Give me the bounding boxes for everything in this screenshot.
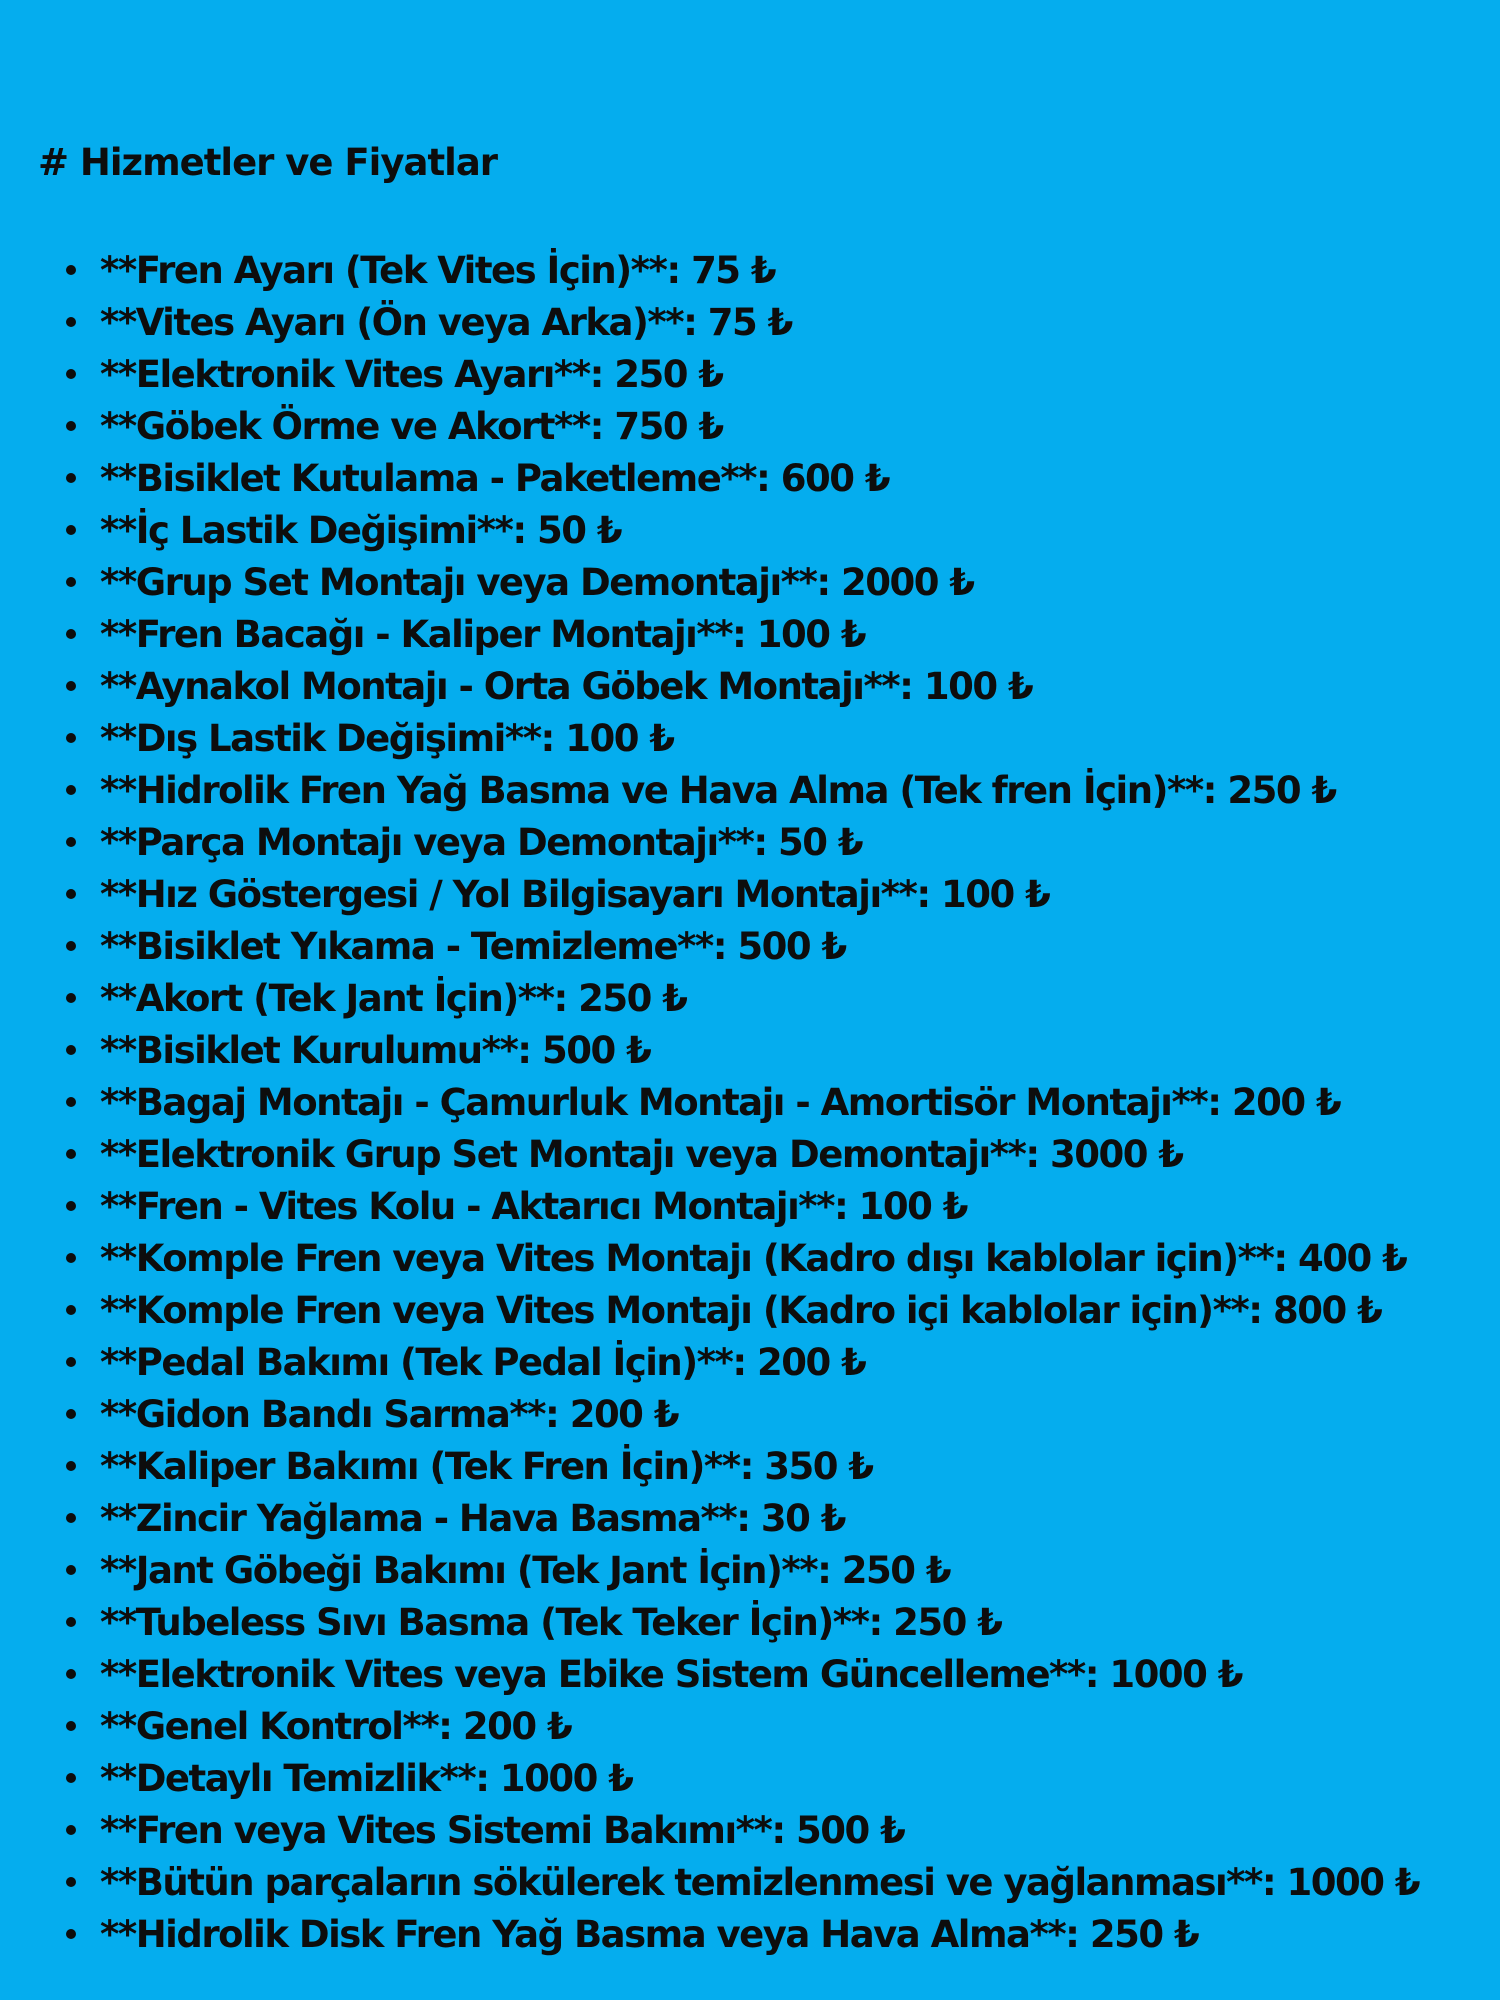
service-price-text: **Vites Ayarı (Ön veya Arka)**: 75 ₺ (100, 300, 792, 344)
service-price-text: **Kaliper Bakımı (Tek Fren İçin)**: 350 ₺ (100, 1444, 873, 1488)
service-price-text: **Zincir Yağlama - Hava Basma**: 30 ₺ (100, 1496, 846, 1540)
list-item (66, 1440, 1419, 1492)
bullet-icon (66, 733, 76, 743)
service-price-text: **Bisiklet Kurulumu**: 500 ₺ (100, 1028, 651, 1072)
service-price-text: **Fren veya Vites Sistemi Bakımı**: 500 ₺ (100, 1808, 905, 1852)
list-item (66, 1284, 1419, 1336)
bullet-icon (66, 1773, 76, 1783)
list-item (66, 504, 1419, 556)
list-item (66, 920, 1419, 972)
bullet-icon (66, 941, 76, 951)
service-price-text: **Bagaj Montajı - Çamurluk Montajı - Amortisör Montajı**: 200 ₺ (100, 1080, 1341, 1124)
bullet-icon (66, 1357, 76, 1367)
bullet-icon (66, 993, 76, 1003)
bullet-icon (66, 473, 76, 483)
service-price-text: **Grup Set Montajı veya Demontajı**: 2000 ₺ (100, 560, 974, 604)
list-item (66, 712, 1419, 764)
service-price-text: **Fren - Vites Kolu - Aktarıcı Montajı**: 100 ₺ (100, 1184, 968, 1228)
service-price-text: **Genel Kontrol**: 200 ₺ (100, 1704, 572, 1748)
bullet-icon (66, 1409, 76, 1419)
bullet-icon (66, 421, 76, 431)
list-item (66, 1544, 1419, 1596)
list-item (66, 660, 1419, 712)
bullet-icon (66, 1669, 76, 1679)
bullet-icon (66, 1513, 76, 1523)
service-price-text: **Elektronik Vites Ayarı**: 250 ₺ (100, 352, 723, 396)
service-price-text: **Tubeless Sıvı Basma (Tek Teker İçin)**: 250 ₺ (100, 1600, 1002, 1644)
list-item (66, 1336, 1419, 1388)
list-item (66, 1804, 1419, 1856)
service-price-text: **Elektronik Grup Set Montajı veya Demontajı**: 3000 ₺ (100, 1132, 1183, 1176)
bullet-icon (66, 1149, 76, 1159)
list-item (66, 1232, 1419, 1284)
list-item (66, 1128, 1419, 1180)
service-price-text: **Hidrolik Fren Yağ Basma ve Hava Alma (Tek fren İçin)**: 250 ₺ (100, 768, 1336, 812)
service-price-text: **Fren Ayarı (Tek Vites İçin)**: 75 ₺ (100, 248, 776, 292)
service-price-list (66, 244, 1419, 1960)
list-item (66, 1388, 1419, 1440)
service-price-text: **Pedal Bakımı (Tek Pedal İçin)**: 200 ₺ (100, 1340, 866, 1384)
bullet-icon (66, 577, 76, 587)
service-price-text: **Dış Lastik Değişimi**: 100 ₺ (100, 716, 674, 760)
service-price-text: **Elektronik Vites veya Ebike Sistem Güncelleme**: 1000 ₺ (100, 1652, 1243, 1696)
list-item (66, 452, 1419, 504)
bullet-icon (66, 1877, 76, 1887)
service-price-text: **Göbek Örme ve Akort**: 750 ₺ (100, 404, 723, 448)
service-price-text: **Hidrolik Disk Fren Yağ Basma veya Hava Alma**: 250 ₺ (100, 1912, 1199, 1956)
list-item (66, 868, 1419, 920)
bullet-icon (66, 1825, 76, 1835)
service-price-text: **Bisiklet Kutulama - Paketleme**: 600 ₺ (100, 456, 890, 500)
list-item (66, 1024, 1419, 1076)
list-item (66, 1908, 1419, 1960)
list-item (66, 1180, 1419, 1232)
service-price-text: **Komple Fren veya Vites Montajı (Kadro içi kablolar için)**: 800 ₺ (100, 1288, 1382, 1332)
bullet-icon (66, 889, 76, 899)
bullet-icon (66, 681, 76, 691)
list-item (66, 608, 1419, 660)
list-item (66, 764, 1419, 816)
service-price-text: **Jant Göbeği Bakımı (Tek Jant İçin)**: 250 ₺ (100, 1548, 951, 1592)
bullet-icon (66, 1097, 76, 1107)
list-item (66, 1700, 1419, 1752)
bullet-icon (66, 1721, 76, 1731)
page-title: # Hizmetler ve Fiyatlar (38, 141, 498, 184)
list-item (66, 972, 1419, 1024)
service-price-text: **Hız Göstergesi / Yol Bilgisayarı Montajı**: 100 ₺ (100, 872, 1050, 916)
list-item (66, 296, 1419, 348)
list-item (66, 1076, 1419, 1128)
list-item (66, 556, 1419, 608)
list-item (66, 1752, 1419, 1804)
service-price-text: **Komple Fren veya Vites Montajı (Kadro dışı kablolar için)**: 400 ₺ (100, 1236, 1407, 1280)
bullet-icon (66, 1253, 76, 1263)
list-item (66, 348, 1419, 400)
list-item (66, 1856, 1419, 1908)
list-item (66, 244, 1419, 296)
bullet-icon (66, 1565, 76, 1575)
service-price-text: **Fren Bacağı - Kaliper Montajı**: 100 ₺ (100, 612, 866, 656)
bullet-icon (66, 837, 76, 847)
list-item (66, 816, 1419, 868)
service-price-text: **Parça Montajı veya Demontajı**: 50 ₺ (100, 820, 863, 864)
bullet-icon (66, 1045, 76, 1055)
bullet-icon (66, 369, 76, 379)
bullet-icon (66, 1929, 76, 1939)
list-item (66, 400, 1419, 452)
service-price-text: **Gidon Bandı Sarma**: 200 ₺ (100, 1392, 679, 1436)
service-price-text: **Bütün parçaların sökülerek temizlenmesi ve yağlanması**: 1000 ₺ (100, 1860, 1420, 1904)
bullet-icon (66, 1461, 76, 1471)
service-price-text: **İç Lastik Değişimi**: 50 ₺ (100, 508, 622, 552)
bullet-icon (66, 525, 76, 535)
bullet-icon (66, 265, 76, 275)
bullet-icon (66, 629, 76, 639)
list-item (66, 1648, 1419, 1700)
service-price-text: **Detaylı Temizlik**: 1000 ₺ (100, 1756, 633, 1800)
bullet-icon (66, 785, 76, 795)
list-item (66, 1596, 1419, 1648)
bullet-icon (66, 1617, 76, 1627)
service-price-text: **Akort (Tek Jant İçin)**: 250 ₺ (100, 976, 687, 1020)
service-price-text: **Bisiklet Yıkama - Temizleme**: 500 ₺ (100, 924, 846, 968)
bullet-icon (66, 1305, 76, 1315)
bullet-icon (66, 317, 76, 327)
list-item (66, 1492, 1419, 1544)
service-price-text: **Aynakol Montajı - Orta Göbek Montajı**: 100 ₺ (100, 664, 1033, 708)
bullet-icon (66, 1201, 76, 1211)
